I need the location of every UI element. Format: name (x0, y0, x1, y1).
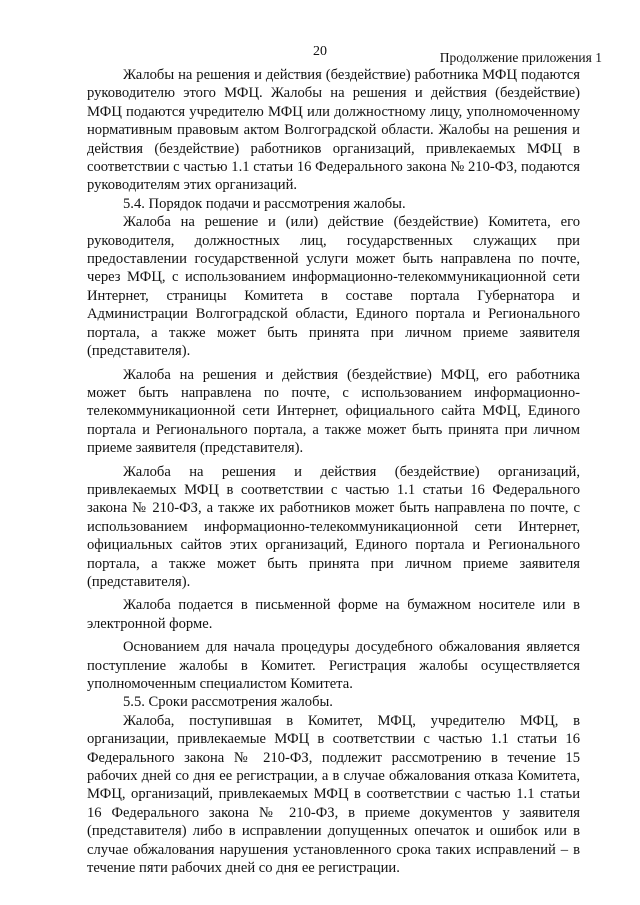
section-heading-5-4: 5.4. Порядок подачи и рассмотрения жалобы. (123, 195, 406, 212)
page-number: 20 (313, 44, 327, 59)
paragraph-review-terms: Жалоба, поступившая в Комитет, МФЦ, учредителю МФЦ, в организации, привлекаемые МФЦ в соответствии с частью 1.1 статьи 16 Федерального закона № 210-ФЗ, подлежит рассмотрению в течение 15 рабочих дней со дня ее регистрации, а в случае обжалования отказа Комитета, МФЦ, организаций, привлекаемых МФЦ в соответствии с частью 1.1 статьи 16 Федерального закона № 210-ФЗ, в приеме документов у заявителя (представителя) либо в исправлении допущенных опечаток и ошибок или в случае обжалования нарушения установленного срока таких исправлений – в течение пяти рабочих дней со дня ее регистрации. (87, 712, 580, 877)
continuation-note: Продолжение приложения 1 (439, 50, 602, 65)
paragraph-complaint-form: Жалоба подается в письменной форме на бумажном носителе или в электронной форме. (87, 597, 580, 632)
document-body (87, 66, 580, 877)
paragraph-complaint-committee: Жалоба на решение и (или) действие (бездействие) Комитета, его руководителя, должностных лиц, государственных служащих при предоставлении государственной услуги может быть направлена по почте, через МФЦ, с использованием информационно-телекоммуникационной сети Интернет, страницы Комитета в составе портала Губернатора и Администрации Волгоградской области, Единого портала и Регионального портала, а также может быть принята при личном приеме заявителя (представителя). (87, 214, 580, 360)
paragraph-grounds: Основанием для начала процедуры досудебного обжалования является поступление жалобы в Комитет. Регистрация жалобы осуществляется уполномоченным специалистом Комитета. (87, 639, 580, 692)
section-heading-5-5: 5.5. Сроки рассмотрения жалобы. (123, 694, 333, 711)
paragraph-complaints-mfc: Жалобы на решения и действия (бездействие) работника МФЦ подаются руководителю этого МФЦ. Жалобы на решения и действия (бездействие) МФЦ подаются учредителю МФЦ или должностному лицу, уполномоченному нормативным правовым актом Волгоградской области. Жалобы на решения и действия (бездействие) работников организаций, привлекаемых МФЦ в соответствии с частью 1.1 статьи 16 Федерального закона № 210-ФЗ, подаются руководителям этих организаций. (87, 67, 580, 194)
paragraph-complaint-organizations: Жалоба на решения и действия (бездействие) организаций, привлекаемых МФЦ в соответствии с частью 1.1 статьи 16 Федерального закона № 210-ФЗ, а также их работников может быть направлена по почте, с использованием информационно-телекоммуникационной сети Интернет, официальных сайтов этих организаций, Единого портала и Регионального портала, а также может быть принята при личном приеме заявителя (представителя). (87, 463, 580, 590)
paragraph-complaint-mfc-worker: Жалоба на решения и действия (бездействие) МФЦ, его работника может быть направлена по почте, с использованием информационно-телекоммуникационной сети Интернет, официального сайта МФЦ, Единого портала и Регионального портала, а также может быть принята при личном приеме заявителя (представителя). (87, 366, 580, 457)
